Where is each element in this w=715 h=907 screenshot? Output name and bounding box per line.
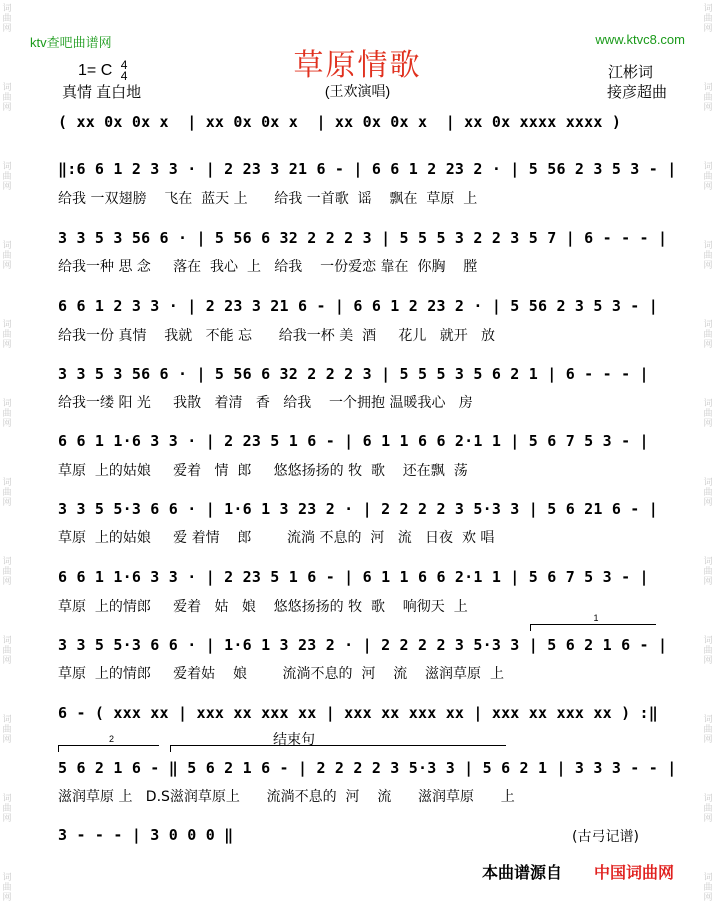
score-line-3: 6 6 1 2 3 3 · | 2 23 3 21 6 - | 6 6 1 2 23 2 · | 5 56 2 3 5 3 - | [58, 297, 658, 315]
score-line-10: 5 6 2 1 6 - ‖ 5 6 2 1 6 - | 2 2 2 2 3 5·3 3 | 5 6 2 1 | 3 3 3 - - | [58, 759, 677, 777]
watermark-text: 词 曲 网 [703, 320, 713, 350]
ending-label: 结束句 [273, 732, 315, 748]
lyrics-line-2: 给我一种 思 念 落在 我心 上 给我 一份爱恋 靠在 你胸 膛 [58, 259, 478, 275]
watermark-text: 词 曲 网 [2, 320, 12, 350]
footer-source-site[interactable]: 中国词曲网 [594, 865, 675, 882]
time-signature-top: 4 [120, 58, 128, 72]
watermark-text: 词 曲 网 [2, 715, 12, 745]
song-title: 草原情歌 [293, 48, 422, 83]
ending-bracket [170, 745, 506, 752]
tempo-mood: 真情 直白地 [62, 84, 142, 101]
watermark-text: 词 曲 网 [703, 241, 713, 271]
watermark-text: 词 曲 网 [2, 794, 12, 824]
singer: (王欢演唱) [324, 83, 391, 99]
volta-second-ending [58, 734, 159, 752]
watermark-text: 词 曲 网 [2, 557, 12, 587]
watermark-text: 词 曲 网 [2, 162, 12, 192]
watermark-text: 词 曲 网 [703, 83, 713, 113]
score-line-6: 3 3 5 5·3 6 6 · | 1·6 1 3 23 2 · | 2 2 2 2 3 5·3 3 | 5 6 21 6 - | [58, 500, 658, 518]
composer: 接彦超曲 [606, 84, 667, 101]
watermark-text: 词 曲 网 [2, 399, 12, 429]
lyrics-line-5: 草原 上的姑娘 爱着 情 郎 悠悠扬扬的 牧 歌 还在飘 荡 [58, 463, 468, 479]
watermark-text: 词 曲 网 [2, 873, 12, 903]
watermark-text: 词 曲 网 [703, 162, 713, 192]
score-line-4: 3 3 5 3 56 6 · | 5 56 6 32 2 2 2 3 | 5 5 5 3 5 6 2 1 | 6 - - - | [58, 365, 649, 383]
volta-first-ending [530, 613, 656, 631]
watermark-right-strip [701, 0, 715, 907]
lyrics-line-3: 给我一份 真情 我就 不能 忘 给我一杯 美 酒 花儿 就开 放 [58, 328, 496, 344]
watermark-text: 词 曲 网 [2, 241, 12, 271]
lyrics-line-6: 草原 上的姑娘 爱 着情 郎 流淌 不息的 河 流 日夜 欢 唱 [58, 530, 495, 546]
lyrics-line-4: 给我一缕 阳 光 我散 着清 香 给我 一个拥抱 温暖我心 房 [58, 395, 473, 411]
watermark-text: 词 曲 网 [2, 83, 12, 113]
watermark-text: 词 曲 网 [703, 636, 713, 666]
watermark-left-strip [0, 0, 14, 907]
watermark-text: 词 曲 网 [2, 478, 12, 508]
watermark-text: 词 曲 网 [703, 715, 713, 745]
watermark-text: 词 曲 网 [703, 873, 713, 903]
volta-2-label: 2 [109, 734, 115, 744]
watermark-text: 词 曲 网 [703, 478, 713, 508]
intro-line: ( xx 0x 0x x | xx 0x 0x x | xx 0x 0x x | xx 0x xxxx xxxx ) [58, 113, 622, 131]
watermark-text: 词 曲 网 [703, 794, 713, 824]
watermark-text: 词 曲 网 [703, 557, 713, 587]
time-signature-bottom: 4 [120, 69, 128, 83]
transcriber-note: (古弓记谱) [572, 829, 639, 845]
watermark-text: 词 曲 网 [703, 399, 713, 429]
score-line-1: ‖:6 6 1 2 3 3 · | 2 23 3 21 6 - | 6 6 1 2 23 2 · | 5 56 2 3 5 3 - | [58, 160, 677, 178]
score-line-7: 6 6 1 1·6 3 3 · | 2 23 5 1 6 - | 6 1 1 6 6 2·1 1 | 5 6 7 5 3 - | [58, 568, 649, 586]
watermark-text: 词 曲 网 [703, 4, 713, 34]
score-line-5: 6 6 1 1·6 3 3 · | 2 23 5 1 6 - | 6 1 1 6 6 2·1 1 | 5 6 7 5 3 - | [58, 432, 649, 450]
time-signature [121, 60, 128, 82]
watermark-text: 词 曲 网 [2, 636, 12, 666]
watermark-text: 词 曲 网 [2, 4, 12, 34]
score-line-8: 3 3 5 5·3 6 6 · | 1·6 1 3 23 2 · | 2 2 2 2 3 5·3 3 | 5 6 2 1 6 - | [58, 636, 668, 654]
score-line-9: 6 - ( xxx xx | xxx xx xxx xx | xxx xx xxx xx | xxx xx xxx xx ) :‖ [58, 704, 658, 722]
footer-source-label: 本曲谱源自 [482, 865, 563, 882]
lyrics-line-8: 草原 上的情郎 爱着姑 娘 流淌不息的 河 流 滋润草原 上 [58, 666, 504, 682]
lyrics-line-1: 给我 一双翅膀 飞在 蓝天 上 给我 一首歌 谣 飘在 草原 上 [58, 191, 478, 207]
lyrics-line-10: 滋润草原 上 D.S滋润草原上 流淌不息的 河 流 滋润草原 上 [58, 789, 515, 805]
lyricist: 江彬词 [607, 64, 653, 81]
score-line-11: 3 - - - | 3 0 0 0 ‖ [58, 826, 234, 844]
site-url-right[interactable]: www.ktvc8.com [595, 32, 685, 47]
key-text: 1= C [78, 62, 113, 80]
lyrics-line-7: 草原 上的情郎 爱着 姑 娘 悠悠扬扬的 牧 歌 响彻天 上 [58, 599, 468, 615]
site-name-left[interactable]: ktv查吧曲谱网 [30, 35, 112, 50]
volta-1-label: 1 [593, 613, 599, 623]
key-signature [78, 60, 127, 82]
score-line-2: 3 3 5 3 56 6 · | 5 56 6 32 2 2 2 3 | 5 5 5 3 2 2 3 5 7 | 6 - - - | [58, 229, 668, 247]
